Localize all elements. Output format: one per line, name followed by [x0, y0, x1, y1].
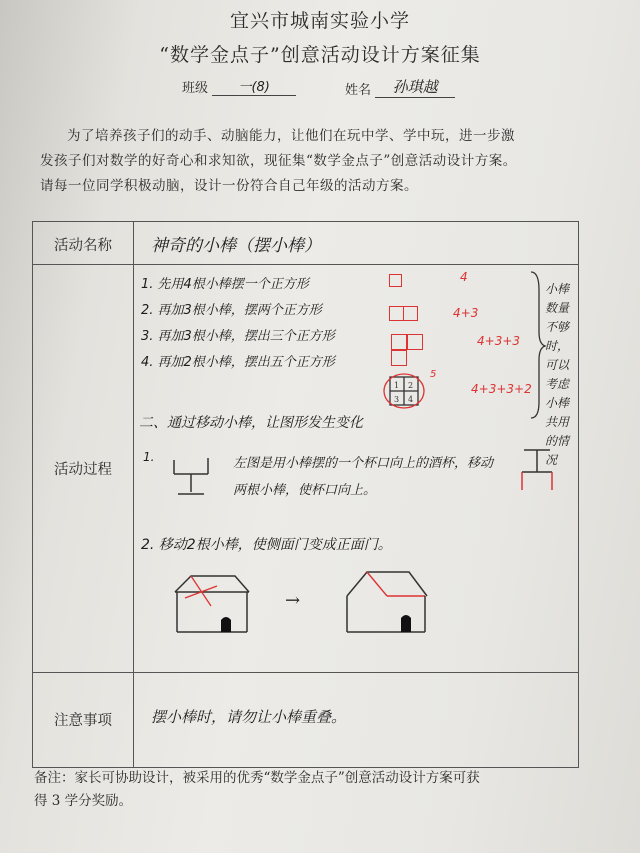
side-door-house-drawing	[171, 570, 255, 638]
glass-drawing	[168, 454, 214, 502]
three-square-drawing-a	[391, 334, 407, 350]
name-label: 姓名	[345, 83, 372, 98]
arrow: →	[285, 590, 301, 611]
table-divider	[33, 264, 578, 265]
five-square-drawing	[383, 372, 429, 412]
front-door-house-drawing	[341, 566, 431, 638]
activity-name-label: 活动名称	[54, 238, 112, 254]
footnote	[34, 767, 594, 813]
page-subtitle: “数学金点子”创意活动设计方案征集	[159, 44, 481, 66]
class-value: 一(8)	[212, 76, 296, 96]
curly-brace	[527, 270, 547, 420]
page-title: 宜兴市城南实验小学	[229, 10, 410, 32]
grid-digit: 3	[394, 395, 400, 404]
grid-digit: 1	[394, 381, 400, 390]
intro-line: 为了培养孩子们的动手、动脑能力，让他们在玩中学、学中玩，进一步激	[67, 128, 515, 144]
intro-line: 请每一位同学积极动脑，设计一份符合自己年级的活动方案。	[40, 178, 418, 194]
item1-text: 左图是用小棒摆的一个杯口向上的酒杯，移动两根小棒，使杯口向上。	[233, 456, 494, 498]
step-item: 2. 再加3根小棒，摆两个正方形	[141, 303, 322, 318]
one-square-drawing	[389, 274, 402, 287]
formula: 4+3+3	[477, 334, 521, 348]
notes-value: 摆小棒时，请勿让小棒重叠。	[151, 708, 347, 726]
intro-paragraph	[40, 124, 600, 199]
three-square-drawing-b	[407, 334, 423, 350]
footnote-line: 备注：家长可协助设计，被采用的优秀“数学金点子”创意活动设计方案可获	[34, 770, 480, 786]
formula: 4+3	[453, 306, 479, 320]
step-item: 4. 再加2根小棒，摆出五个正方形	[141, 355, 335, 370]
notes-label: 注意事项	[54, 713, 112, 729]
glass-answer-drawing	[518, 446, 558, 496]
step-item: 3. 再加3根小棒，摆出三个正方形	[141, 329, 335, 344]
three-square-drawing-c	[391, 350, 407, 366]
circle-mark: 5	[430, 369, 437, 380]
item1-number: 1.	[143, 450, 155, 464]
two-square-drawing-left	[389, 306, 404, 321]
activity-table	[32, 221, 579, 768]
formula: 4	[460, 270, 468, 284]
formula: 4+3+3+2	[471, 382, 532, 396]
grid-digit: 4	[408, 395, 414, 404]
table-divider	[133, 222, 134, 767]
footnote-line: 得 3 学分奖励。	[34, 793, 133, 809]
name-value: 孙琪越	[375, 76, 455, 98]
item2-text: 2. 移动2根小棒，使侧面门变成正面门。	[141, 537, 392, 553]
class-field	[182, 76, 296, 96]
part2-title: 二、通过移动小棒，让图形发生变化	[139, 415, 363, 431]
two-square-drawing-right	[403, 306, 418, 321]
table-divider	[33, 672, 578, 673]
class-label: 班级	[182, 81, 209, 96]
activity-name-value: 神奇的小棒（摆小棒）	[151, 236, 321, 256]
side-note: 小棒数量不够时，可以考虑小棒共用的情况	[545, 282, 570, 467]
step-item: 1. 先用4根小棒摆一个正方形	[141, 277, 309, 292]
intro-line: 发孩子们对数学的好奇心和求知欲，现征集“数学金点子”创意活动设计方案。	[40, 153, 517, 169]
name-field	[345, 76, 455, 98]
grid-digit: 2	[408, 381, 414, 390]
activity-process-label: 活动过程	[54, 462, 112, 478]
steps-list	[141, 272, 335, 376]
